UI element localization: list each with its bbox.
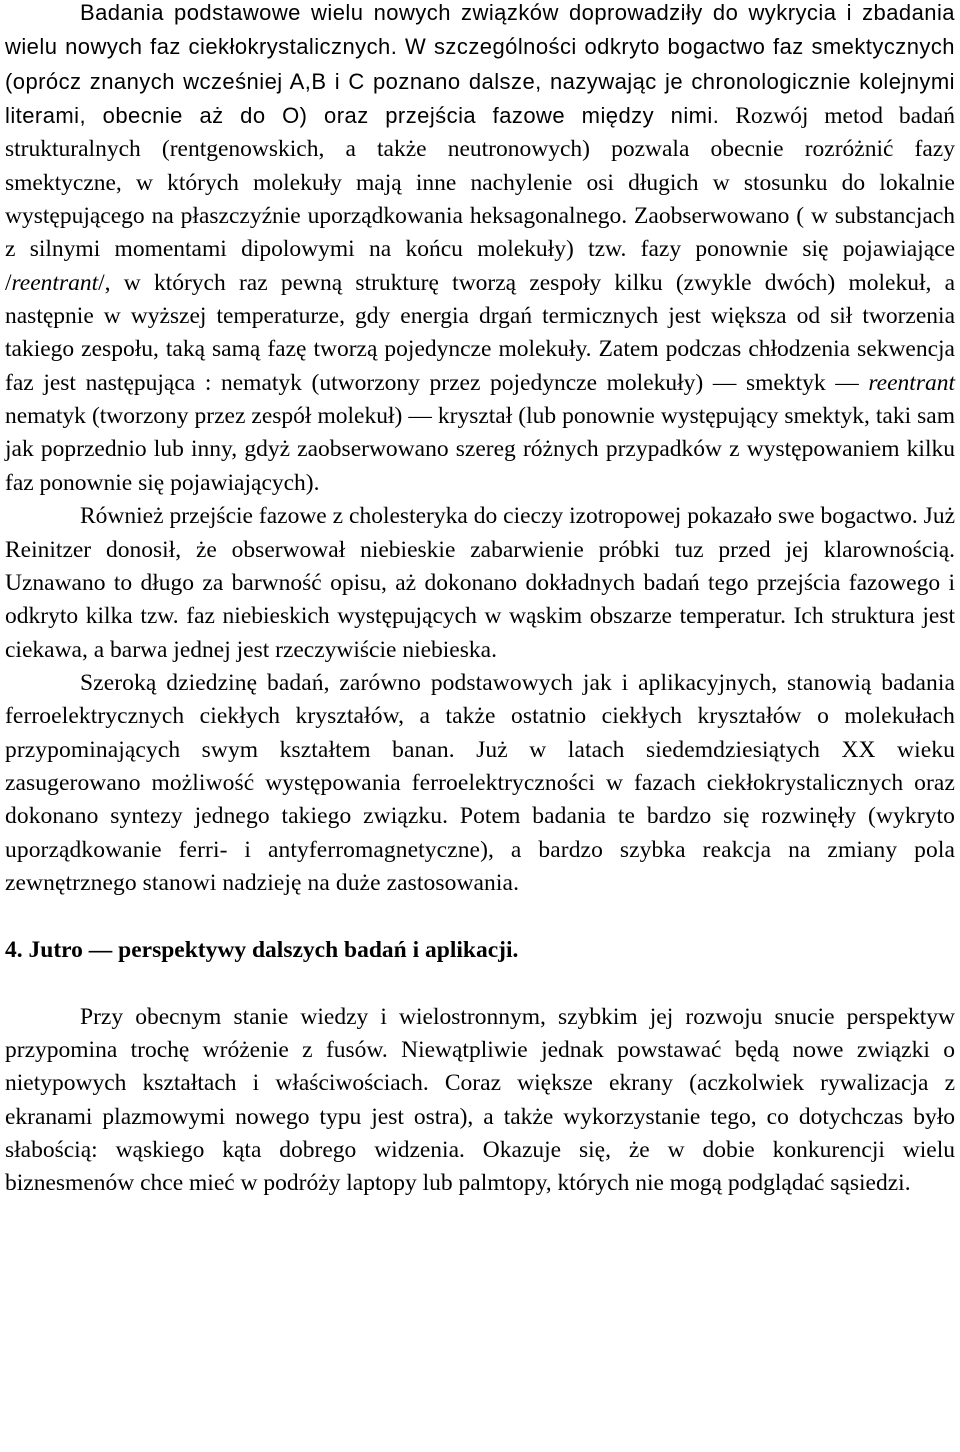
paragraph-smectic-phases [5,0,955,500]
sans-text-segment: Badania podstawowe wielu nowych związków doprowadziły do wykrycia i zbadania wielu nowych faz ciekłokrystalicznych. W szczególności odkryto bogactwo faz smektycznych (oprócz znanych wcześniej A,B i C poznano dalsze, nazywając je chronologicznie kolejnymi literami, obecnie aż do O) oraz przejścia fazowe między nimi. [5,0,955,129]
paragraph-ferroelectric: Szeroką dziedzinę badań, zarówno podstawowych jak i aplikacyjnych, stanowią badania ferroelektrycznych ciekłych kryształów, a także ostatnio ciekłych kryształów o molekułach przypominających swym kształtem banan. Już w latach siedemdziesiątych XX wieku zasugerowano możliwość występowania ferroelektryczności w fazach ciekłokrystalicznych oraz dokonano syntezy jednego takiego związku. Potem badania te bardzo się rozwinęły (wykryto uporządkowanie ferri- i antyferromagnetyczne), a bardzo szybka reakcja na zmiany pola zewnętrznego stanowi nadzieję na duże zastosowania. [5,669,955,896]
section-heading: 4. Jutro — perspektywy dalszych badań i aplikacji. [5,937,519,964]
text-segment: Rozwój metod badań strukturalnych (rentgenowskich, a także neutronowych) pozwala obecnie rozróżnić fazy smektyczne, w których molekuły mają inne nachylenie osi długich w stosunku do lokalnie występującego na płaszczyźnie uporządkowania heksagonalnego. Zaobserwowano ( w substancjach z silnymi momentami dipolowymi na końcu molekuły) tzw. fazy ponownie się pojawiające / [5,103,955,296]
text-segment: nematyk (tworzony przez zespół molekuł) — kryształ (lub ponownie występujący smektyk, taki sam jak poprzednio lub inny, gdyż zaobserwowano szereg różnych przypadków z występowaniem kilku faz ponownie się pojawiających). [5,403,955,496]
paragraph-blue-phases: Również przejście fazowe z cholesteryka do cieczy izotropowej pokazało swe bogactwo. Już Reinitzer donosił, że obserwował niebieskie zabarwienie próbki tuz przed jej klarownością. Uznawano to długo za barwność opisu, aż dokonano dokładnych badań tego przejścia fazowego i odkryto kilka tzw. faz niebieskich występujących w wąskim obszarze temperatur. Ich struktura jest ciekawa, a barwa jednej jest rzeczywiście niebieska. [5,503,955,663]
text-segment: /, w których raz pewną strukturę tworzą zespoły kilku (zwykle dwóch) molekuł, a następnie w wyższej temperaturze, gdy energia drgań termicznych jest większa od sił tworzenia takiego zespołu, taką samą fazę tworzą pojedyncze molekuły. Zatem podczas chłodzenia sekwencja faz jest następująca : nematyk (utworzony przez pojedyncze molekuły) — smektyk — [5,269,955,396]
document-page [5,0,955,1201]
italic-term: reentrant [868,369,955,396]
paragraph-perspectives: Przy obecnym stanie wiedzy i wielostronnym, szybkim jej rozwoju snucie perspektyw przypomina trochę wróżenie z fusów. Niewątpliwie jednak powstawać będą nowe związki o nietypowych kształtach i właściwościach. Coraz większe ekrany (aczkolwiek rywalizacja z ekranami plazmowymi nowego typu jest ostra), a także wykorzystanie tego, co dotychczas było słabością: wąskiego kąta dobrego widzenia. Okazuje się, że w dobie konkurencji wielu biznesmenów chce mieć w podróży laptopy lub palmtopy, których nie mogą podglądać sąsiedzi. [5,1003,955,1197]
italic-term: reentrant [11,269,99,296]
